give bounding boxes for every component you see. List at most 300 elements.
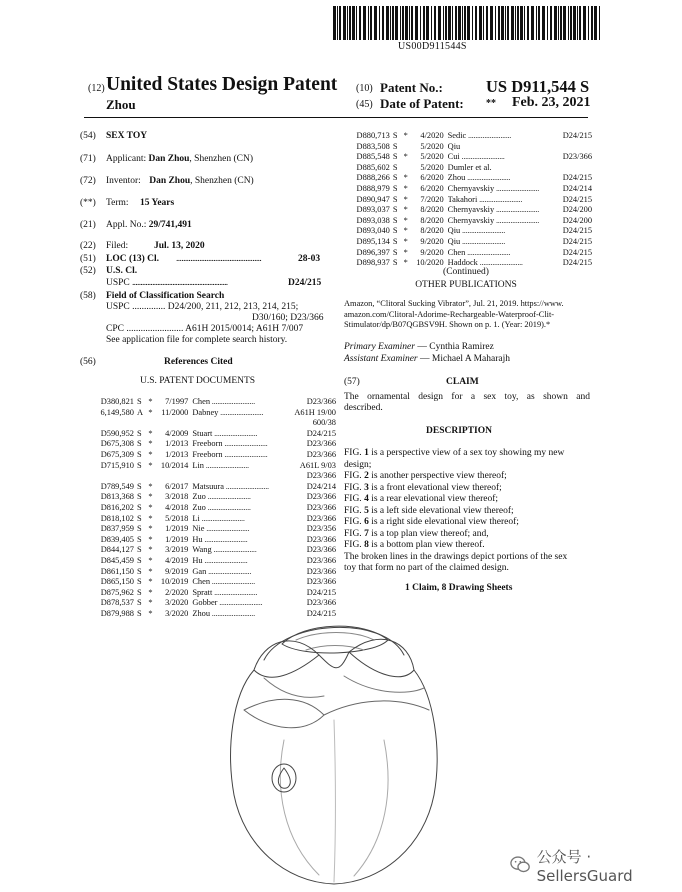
barcode-bar xyxy=(379,6,380,40)
references-table-right xyxy=(340,131,592,269)
reference-kind: S xyxy=(136,513,142,523)
barcode-bar xyxy=(420,6,421,40)
reference-inventor-text: Zhou xyxy=(192,608,211,618)
reference-number: D888,979 xyxy=(356,183,390,193)
description-text: FIG. xyxy=(344,448,365,458)
reference-number: D675,309 xyxy=(100,449,134,459)
field-search-cpc: CPC ........................ A61H 2015/0014; A61H 7/007 xyxy=(106,324,304,334)
reference-kind: S xyxy=(392,226,398,236)
reference-inventor-text: Dumler et al. xyxy=(447,162,492,172)
reference-date: 1/2019 xyxy=(165,524,189,534)
reference-star: * xyxy=(148,460,153,470)
reference-number: D879,988 xyxy=(100,608,134,618)
reference-star: * xyxy=(403,236,408,246)
f21-code: (21) xyxy=(80,220,96,230)
reference-star: * xyxy=(148,524,153,534)
reference-row xyxy=(84,418,336,429)
reference-star: * xyxy=(403,258,408,268)
reference-row xyxy=(84,450,336,461)
reference-kind: S xyxy=(136,566,142,576)
reference-date: 8/2020 xyxy=(420,226,444,236)
reference-inventor: Takahori ........................ xyxy=(447,194,523,204)
barcode-bar xyxy=(515,6,516,40)
barcode-bar xyxy=(563,6,566,40)
reference-class: D24/214 xyxy=(306,481,336,491)
reference-kind: S xyxy=(136,545,142,555)
reference-class: D24/215 xyxy=(562,173,592,183)
barcode-bar xyxy=(438,6,441,40)
reference-number: D818,102 xyxy=(100,513,134,523)
reference-star: * xyxy=(148,555,153,565)
f56-code: (56) xyxy=(80,357,96,367)
barcode-bar xyxy=(343,6,346,40)
barcode-bar xyxy=(538,6,540,40)
reference-date: 9/2020 xyxy=(420,247,444,257)
barcode-bar xyxy=(479,6,482,40)
f58-code: (58) xyxy=(80,291,96,301)
figure-number: 4 xyxy=(364,494,369,504)
reference-star: * xyxy=(148,492,153,502)
patent-number: US D911,544 S xyxy=(486,77,590,96)
inventor-location: , Shenzhen (CN) xyxy=(190,176,254,186)
description-line xyxy=(344,540,594,552)
barcode-bar xyxy=(426,6,429,40)
barcode-bar xyxy=(434,6,436,40)
reference-number: D883,508 xyxy=(356,141,390,151)
reference-class: D23/366 xyxy=(306,534,336,544)
reference-number: D590,952 xyxy=(100,428,134,438)
description-text: is a left side elevational view thereof; xyxy=(368,505,514,516)
reference-inventor: Freeborn ........................ xyxy=(192,449,268,459)
reference-inventor: Spratt ........................ xyxy=(192,587,258,597)
design-drawing xyxy=(224,600,444,890)
reference-number: D715,910 xyxy=(100,460,134,470)
reference-star: * xyxy=(403,226,408,236)
other-publications-line3: Stimulator/dp/B07QGBSV9H. Shown on p. 1. (Year: 2019).* xyxy=(344,320,551,330)
barcode-bar xyxy=(577,6,578,40)
reference-class: D24/200 xyxy=(562,215,592,225)
reference-number: D675,308 xyxy=(100,439,134,449)
barcode-bar xyxy=(501,6,504,40)
description-text: is a rear elevational view thereof; xyxy=(368,494,499,504)
reference-inventor-text: Li xyxy=(192,513,200,523)
reference-date: 1/2019 xyxy=(165,534,189,544)
reference-row xyxy=(84,514,336,525)
reference-inventor-text: Sedic xyxy=(447,131,467,140)
reference-row xyxy=(84,567,336,578)
reference-star: * xyxy=(148,439,153,449)
barcode-number: US00D911544S xyxy=(398,41,467,52)
primary-examiner-label: Primary Examiner xyxy=(344,342,415,352)
reference-inventor-text: Zuo xyxy=(192,492,206,502)
reference-kind: S xyxy=(136,608,142,618)
reference-row xyxy=(84,408,336,419)
reference-star: * xyxy=(403,131,408,140)
barcode-bar xyxy=(392,6,394,40)
references-table-left xyxy=(84,397,336,619)
reference-inventor: Qiu ........................ xyxy=(447,236,506,246)
barcode-bar xyxy=(475,6,477,40)
reference-inventor-text: Zhou xyxy=(447,173,466,183)
appl-no-value: 29/741,491 xyxy=(148,220,192,230)
uspc-value: D24/215 xyxy=(288,278,322,288)
barcode-bar xyxy=(337,6,338,40)
continued-label: (Continued) xyxy=(443,267,489,277)
reference-row xyxy=(340,237,592,248)
reference-inventor-text: Zuo xyxy=(192,502,206,512)
barcode-bar xyxy=(560,6,562,40)
reference-number: D890,947 xyxy=(356,194,390,204)
other-publications-line1: Amazon, “Clitoral Sucking Vibrator”, Jul. 21, 2019. https://www. xyxy=(344,299,564,308)
description-text: is a bottom plan view thereof. xyxy=(368,540,485,550)
reference-kind xyxy=(137,418,146,429)
inventor-name: Dan Zhou xyxy=(149,176,191,186)
reference-inventor-text: Dabney xyxy=(192,407,219,417)
reference-star: * xyxy=(148,513,153,523)
filed-label: Filed: xyxy=(106,241,129,251)
reference-kind: S xyxy=(136,524,142,534)
reference-class: D23/366 xyxy=(306,439,336,449)
reference-row xyxy=(84,577,336,588)
loc-value: 28-03 xyxy=(298,254,321,264)
barcode-bar xyxy=(405,6,408,40)
claims-sheets: 1 Claim, 8 Drawing Sheets xyxy=(405,583,513,593)
description-line xyxy=(344,563,594,575)
reference-star: * xyxy=(403,215,408,225)
reference-star xyxy=(146,418,155,429)
reference-date: 4/2020 xyxy=(420,131,444,140)
barcode-bar xyxy=(472,6,473,40)
barcode-bar xyxy=(583,6,586,40)
date-label: Date of Patent: xyxy=(380,96,464,111)
barcode-bar xyxy=(462,6,463,40)
reference-inventor-text: Qiu xyxy=(447,141,461,151)
reference-inventor-text: Chen xyxy=(192,577,211,587)
reference-number: D861,150 xyxy=(100,566,134,576)
reference-inventor-text: Hu xyxy=(192,555,203,565)
description-text: The broken lines in the drawings depict portions of the sex xyxy=(344,551,568,562)
reference-date: 6/2020 xyxy=(420,173,444,183)
other-publications-line2: amazon.com/Clitoral-Adorime-Rechargeable-Waterproof-Clit- xyxy=(344,309,555,319)
reference-class: 600/38 xyxy=(312,418,336,428)
description-text: is a right side elevational view thereof; xyxy=(368,517,519,527)
reference-inventor: Sedic ........................ xyxy=(447,131,512,140)
description-line xyxy=(344,460,594,472)
reference-inventor: Zuo ........................ xyxy=(192,502,251,512)
reference-star: * xyxy=(403,205,408,215)
figure-number: 5 xyxy=(364,505,369,516)
claim-code: (57) xyxy=(344,377,360,387)
reference-kind: S xyxy=(136,397,142,406)
reference-inventor: Zhou ........................ xyxy=(192,608,255,618)
reference-row xyxy=(340,248,592,259)
barcode-bar xyxy=(591,6,593,40)
description-text: is another perspective view thereof; xyxy=(368,471,507,481)
reference-number: D813,368 xyxy=(100,492,134,502)
reference-row xyxy=(84,429,336,440)
reference-class: D24/215 xyxy=(562,247,592,257)
reference-row xyxy=(84,503,336,514)
reference-inventor: Cui ........................ xyxy=(447,152,505,162)
reference-number: D893,038 xyxy=(356,215,390,225)
barcode-bar xyxy=(498,6,500,40)
reference-row xyxy=(340,142,592,153)
reference-row xyxy=(84,471,336,482)
reference-inventor: Gan ........................ xyxy=(192,566,252,576)
reference-inventor-text: Spratt xyxy=(192,587,213,597)
reference-row xyxy=(340,216,592,227)
reference-inventor: Chen ........................ xyxy=(192,397,255,406)
reference-inventor: Wang ........................ xyxy=(192,545,257,555)
f22-code: (22) xyxy=(80,241,96,251)
reference-date: 8/2020 xyxy=(420,215,444,225)
reference-date: 5/2020 xyxy=(420,152,444,162)
reference-inventor-text: Hu xyxy=(192,534,203,544)
f54-code: (54) xyxy=(80,131,96,141)
barcode-bar xyxy=(579,6,581,40)
barcode-bar xyxy=(374,6,377,40)
reference-class: D23/366 xyxy=(306,555,336,565)
reference-number: D888,266 xyxy=(356,173,390,183)
reference-number: D895,134 xyxy=(356,236,390,246)
code-12: (12) xyxy=(88,83,105,94)
f71-code: (71) xyxy=(80,154,96,164)
reference-date: 3/2018 xyxy=(165,492,189,502)
reference-inventor: Hu ........................ xyxy=(192,555,248,565)
us-patent-docs-title: U.S. PATENT DOCUMENTS xyxy=(140,376,256,386)
term-value: 15 Years xyxy=(140,198,175,208)
reference-star: * xyxy=(148,545,153,555)
reference-row xyxy=(340,163,592,174)
figure-number: 2 xyxy=(364,471,369,481)
reference-inventor: Li ........................ xyxy=(192,513,245,523)
barcode-bar xyxy=(511,6,514,40)
figure-number: 3 xyxy=(364,482,369,493)
barcode-bar xyxy=(395,6,398,40)
reference-inventor: Chernyavskiy ........................ xyxy=(447,215,540,225)
reference-row xyxy=(84,482,336,493)
barcode-bar xyxy=(524,6,525,40)
reference-class: D24/215 xyxy=(306,587,336,597)
reference-kind: S xyxy=(392,215,398,225)
uspc-label: USPC xyxy=(106,278,130,288)
reference-row xyxy=(84,545,336,556)
reference-class: D24/215 xyxy=(306,428,336,438)
reference-class: D24/215 xyxy=(306,608,336,618)
reference-kind: S xyxy=(392,205,398,215)
reference-kind: S xyxy=(136,460,142,470)
reference-class: D23/366 xyxy=(562,152,592,162)
reference-inventor xyxy=(192,471,287,482)
reference-kind: S xyxy=(392,247,398,257)
reference-row xyxy=(84,535,336,546)
reference-inventor-text: Chernyavskiy xyxy=(447,215,495,225)
reference-kind: S xyxy=(392,183,398,193)
barcode-bar xyxy=(411,6,413,40)
barcode-bar xyxy=(483,6,484,40)
reference-class: D23/366 xyxy=(306,566,336,576)
reference-inventor-text: Lin xyxy=(192,460,204,470)
reference-class: D24/200 xyxy=(562,205,592,215)
reference-star: * xyxy=(148,481,153,491)
barcode-bar xyxy=(445,6,447,40)
barcode-bar xyxy=(382,6,384,40)
reference-class: D23/366 xyxy=(306,502,336,512)
reference-inventor xyxy=(192,418,287,429)
reference-number: D896,397 xyxy=(356,247,390,257)
reference-inventor-text: Cui xyxy=(447,152,460,162)
reference-star: * xyxy=(148,502,153,512)
f52-code: (52) xyxy=(80,266,96,276)
reference-star: * xyxy=(403,247,408,257)
barcode-bar xyxy=(570,6,572,40)
reference-inventor-text: Qiu xyxy=(447,226,461,236)
description-text: is a perspective view of a sex toy showing my new xyxy=(368,448,565,458)
description-line xyxy=(344,483,594,495)
reference-inventor-text: Nie xyxy=(192,524,205,534)
field-search-label: Field of Classification Search xyxy=(106,291,225,301)
petal-center xyxy=(319,652,349,668)
barcode-bar xyxy=(402,6,404,40)
reference-date: 10/2020 xyxy=(416,258,444,268)
term-label: Term: xyxy=(106,198,129,208)
reference-inventor-text: Freeborn xyxy=(192,439,223,449)
reference-class: D23/366 xyxy=(306,449,336,459)
appl-no-field xyxy=(106,220,192,232)
loc-dots: ................................................ xyxy=(176,254,262,264)
barcode-bar xyxy=(352,6,355,40)
reference-class: A61H 19/00 xyxy=(294,407,336,417)
description-text: FIG. xyxy=(344,517,365,527)
barcode-bar xyxy=(368,6,369,40)
reference-inventor-text: Haddock xyxy=(447,258,478,268)
reference-class: D24/215 xyxy=(562,194,592,204)
reference-date: 5/2020 xyxy=(420,162,444,172)
reference-inventor-text: Matsuura xyxy=(192,481,224,491)
claim-line2: described. xyxy=(344,403,383,413)
barcode-bar xyxy=(455,6,457,40)
watermark-text: 公众号 · SellersGuard xyxy=(536,847,633,885)
reference-star: * xyxy=(148,577,153,587)
reference-inventor: Nie ........................ xyxy=(192,524,250,534)
reference-date: 4/2009 xyxy=(165,428,189,438)
barcode-bar xyxy=(370,6,372,40)
assistant-examiner-label: Assistant Examiner xyxy=(344,354,418,364)
description-title: DESCRIPTION xyxy=(426,426,492,436)
header-rule xyxy=(84,117,588,118)
reference-row xyxy=(340,226,592,237)
reference-row xyxy=(84,492,336,503)
reference-inventor xyxy=(448,163,548,174)
reference-number: D837,959 xyxy=(100,524,134,534)
reference-star xyxy=(146,471,155,482)
reference-inventor: Chernyavskiy ........................ xyxy=(447,183,540,193)
barcode-bar xyxy=(448,6,451,40)
reference-inventor-text: Chen xyxy=(447,247,466,257)
barcode-bar xyxy=(547,6,548,40)
description-body xyxy=(344,448,594,575)
barcode-bar xyxy=(517,6,519,40)
reference-inventor-text: Stuart xyxy=(192,428,213,438)
reference-inventor-text: Takahori xyxy=(447,194,478,204)
reference-date: 3/2020 xyxy=(165,598,189,608)
reference-star: * xyxy=(148,566,153,576)
barcode-bar xyxy=(507,6,509,40)
reference-date: 6/2017 xyxy=(165,481,189,491)
us-cl-label: U.S. Cl. xyxy=(106,266,138,276)
wechat-icon xyxy=(510,855,531,875)
reference-inventor-text: Chernyavskiy xyxy=(447,183,495,193)
description-line xyxy=(344,529,594,541)
reference-star: * xyxy=(148,407,153,417)
reference-number: D885,602 xyxy=(356,162,390,172)
reference-kind: S xyxy=(136,555,142,565)
reference-class: D23/366 xyxy=(306,545,336,555)
field-search-uspc-cont: D30/160; D23/366 xyxy=(252,313,324,323)
reference-star: * xyxy=(148,608,153,618)
references-title: References Cited xyxy=(164,357,233,367)
reference-class: D23/366 xyxy=(306,471,336,481)
reference-class: D24/215 xyxy=(562,236,592,246)
description-text: FIG. xyxy=(344,471,365,481)
term-code: (**) xyxy=(80,198,96,208)
barcode-bar xyxy=(558,6,559,40)
description-text: design; xyxy=(344,459,372,470)
barcode-bar xyxy=(458,6,461,40)
reference-inventor-text: Chernyavskiy xyxy=(447,205,495,215)
reference-inventor: Chernyavskiy ........................ xyxy=(447,205,540,215)
reference-inventor: Freeborn ........................ xyxy=(192,439,268,449)
reference-number: D789,549 xyxy=(100,481,134,491)
barcode-bar xyxy=(443,6,444,40)
reference-class: A61L 9/03 xyxy=(299,460,336,470)
reference-kind xyxy=(137,471,146,482)
reference-date: 9/2020 xyxy=(420,236,444,246)
barcode-bar xyxy=(554,6,557,40)
reference-inventor: Zuo ........................ xyxy=(192,492,251,502)
uspc-dots: ......................................................... xyxy=(132,278,228,288)
reference-date: 7/1997 xyxy=(165,397,189,406)
barcode-bar xyxy=(359,6,361,40)
applicant-label: Applicant: xyxy=(106,154,147,164)
reference-class: D23/366 xyxy=(306,513,336,523)
barcode-bar xyxy=(505,6,506,40)
patent-date: Feb. 23, 2021 xyxy=(512,95,591,110)
field-search-note: See application file for complete search history. xyxy=(106,335,288,345)
reference-date xyxy=(155,471,192,482)
barcode-bar xyxy=(415,6,418,40)
reference-row xyxy=(84,397,336,408)
barcode-bar xyxy=(542,6,545,40)
reference-date: 2/2020 xyxy=(165,587,189,597)
description-line xyxy=(344,494,594,506)
reference-kind: S xyxy=(136,598,142,608)
reference-number: 6,149,580 xyxy=(100,407,134,417)
reference-class: D23/366 xyxy=(306,397,336,406)
reference-class: D23/366 xyxy=(306,598,336,608)
description-text: FIG. xyxy=(344,540,365,550)
reference-kind: S xyxy=(392,141,398,151)
reference-inventor: Matsuura ........................ xyxy=(192,481,269,491)
barcode-bar xyxy=(409,6,410,40)
reference-kind: S xyxy=(136,534,142,544)
reference-date: 5/2020 xyxy=(420,141,444,151)
reference-date: 7/2020 xyxy=(420,194,444,204)
barcode-bar xyxy=(464,6,466,40)
reference-inventor: Qiu ........................ xyxy=(447,226,506,236)
description-text: FIG. xyxy=(344,494,365,504)
reference-row xyxy=(84,461,336,472)
